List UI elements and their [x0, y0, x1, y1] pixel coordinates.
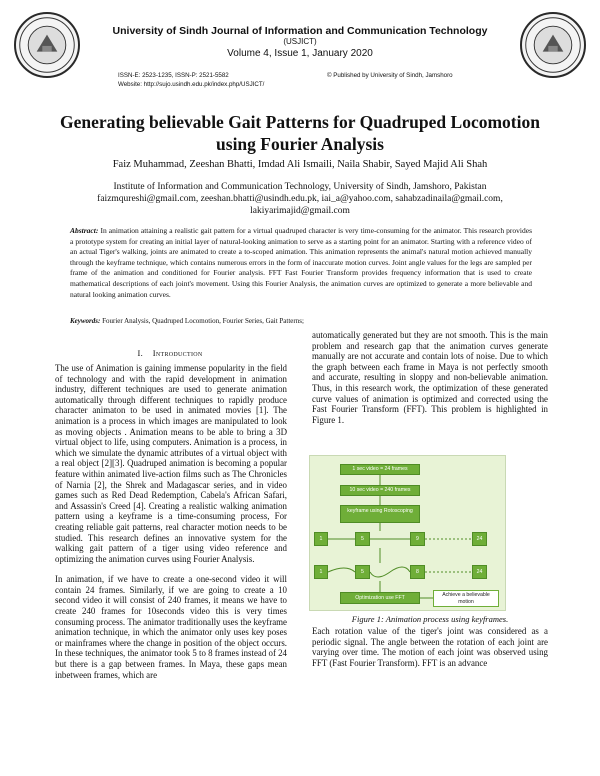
- right-column-continued: [312, 626, 548, 678]
- figure-box-believable-motion: Achieve a believable motion: [433, 590, 499, 607]
- paper-title-line1: Generating believable Gait Patterns for Quadruped Locomotion: [60, 112, 540, 132]
- keyframe-marker: 24: [472, 565, 487, 579]
- body-paragraph: The use of Animation is gaining immense popularity in the field of technology and with the rapid development in animation industry, different techniques are used to generate animation automatically through different techniques to rapidly produce character animaton to be used in animated movies [1]. The animation is a process in which images are manipulated to look as moving objects . Animation means to be able to bring a 3D virtual object to life, using computers. Animation is a process, in which we simulate the dynamic attributes of a virtual object with a real object [2][3]. Quadruped animation is becoming a popular feature within animated live-action films such as The Chronicles of Narnia [2], the Shrek and Madagascar series, and in video games such as Red Dead Redemption, Cabela's African Safari, and Assassin's Creed [4]. Creating a realistic walking animation pattern using a keyframe is a time-consuming process, For creating reliable gait patterns, real character motion needs to be studied. This research defines an innovative system for the walking gait pattern of a tiger using video reference and optimizing the animation curves using Fourier Analysis.: [55, 363, 287, 564]
- keyframe-marker: 8: [410, 565, 425, 579]
- paper-title: [40, 111, 560, 155]
- section-heading-introduction: [70, 348, 270, 358]
- keywords-label: Keywords:: [70, 317, 101, 325]
- volume-issue: Volume 4, Issue 1, January 2020: [227, 48, 373, 59]
- publisher: © Published by University of Sindh, Jamshoro: [327, 72, 453, 79]
- figure-box-fft-optimization: Optimization use FFT: [340, 592, 420, 604]
- paper-title-line2: using Fourier Analysis: [216, 134, 384, 154]
- abstract: [70, 226, 532, 300]
- keyframe-marker: 24: [472, 532, 487, 546]
- keyframe-marker: 5: [355, 532, 370, 546]
- seal-emblem-icon: [522, 14, 584, 76]
- journal-website: Website: http://sujo.usindh.edu.pk/index.php/USJICT/: [118, 81, 265, 88]
- abstract-label: Abstract:: [70, 226, 99, 235]
- figure-box-24-frames: 1 sec video = 24 frames: [340, 464, 420, 475]
- body-paragraph: In animation, if we have to create a one-second video it will contain 24 frames. Similarly, if we are going to create a 10 second video it will consist of 240 frames, it means we have to create 240 frames for 10seconds video this is very times consuming process. The animator traditionally uses the keyframe animation technique, in which the animator only uses key poses or mainframes where the change in position of the object occurs. In these techniques, the animator took 5 to 8 frames instead of 24 but there is a gap between frames. In Maya, these gaps mean inbetween frames, which are: [55, 574, 287, 680]
- left-column: [55, 363, 287, 690]
- journal-abbreviation: (USJICT): [283, 37, 317, 46]
- body-paragraph: automatically generated but they are not smooth. This is the main problem and research gap that the animation curves generate manually are not accurate and contain lots of noise. Due to which the graph between each frame in Maya is not perfectly smooth and accurate, resulting in sloppy and non-believable animation. Thus, in this research work, the optimization of these generated curve values of animation is optimized and corrected using the Fast Fourier Transform (FFT). This problem is highlighted in Figure 1.: [312, 330, 548, 425]
- journal-title: University of Sindh Journal of Information and Communication Technology: [112, 25, 488, 37]
- keywords: [70, 317, 532, 325]
- section-number: I.: [137, 348, 144, 358]
- seal-emblem-icon: [16, 14, 78, 76]
- keyframe-marker: 9: [410, 532, 425, 546]
- section-title: Introduction: [152, 348, 203, 358]
- keyframe-marker: 1: [314, 565, 328, 579]
- figure-1: [309, 455, 506, 611]
- author-emails-line1: faizmqureshi@gmail.com, zeeshan.bhatti@usindh.edu.pk, iai_a@yahoo.com, sahabzadinaila@gmail.com,: [97, 194, 503, 204]
- issn: ISSN-E: 2523-1235, ISSN-P: 2521-5582: [118, 72, 229, 79]
- university-seal-right: [520, 12, 586, 78]
- paper-authors: Faiz Muhammad, Zeeshan Bhatti, Imdad Ali Ismaili, Naila Shabir, Sayed Majid Ali Shah: [112, 159, 488, 170]
- keyframe-marker: 1: [314, 532, 328, 546]
- body-paragraph: Each rotation value of the tiger's joint was considered as a periodic signal. The angle between the rotation of each joint are varying over time. The motion of each joint was observed using FFT (Fast Fourier Transform). FFT is an advance: [312, 626, 548, 668]
- author-emails-line2: lakiyarimajid@gmail.com: [250, 206, 350, 216]
- affiliation: Institute of Information and Communication Technology, University of Sindh, Jamshoro, Pakistan: [113, 182, 487, 192]
- figure-1-caption: Figure 1: Animation process using keyframes.: [351, 614, 509, 624]
- keyframe-marker: 5: [355, 565, 370, 579]
- keywords-text: Fourier Analysis, Quadruped Locomotion, Fourier Series, Gait Patterns;: [102, 317, 304, 325]
- right-column: [312, 330, 548, 435]
- figure-box-240-frames: 10 sec video = 240 frames: [340, 485, 420, 496]
- university-seal-left: [14, 12, 80, 78]
- abstract-text: In animation attaining a realistic gait pattern for a virtual quadruped character is very time-consuming for the animator. This research provides a prototype system for creating an initial layer of natural-looking animation to serve as a starting point for an animator. Starting with a reference video of an actual Tiger's walking, joints are animated to create a to-scoped animation. This animation represents the animal's natural motion achieved manually through the keyframe technique, which contains numerous errors in the form of inaccurate motion curves. Joint angle values for the legs are sampled per frame of the animation and conditioned for Fourier analysis. FFT Fast Fourier Transform provides frequency information that is used to create mathematical descriptions of each joint's movement. Using this Fourier Analysis, the animation curves are optimized to generate a more believable and natural looking animation curves.: [70, 226, 532, 299]
- figure-box-rotoscoping: keyframe using Rotoscoping: [340, 505, 420, 523]
